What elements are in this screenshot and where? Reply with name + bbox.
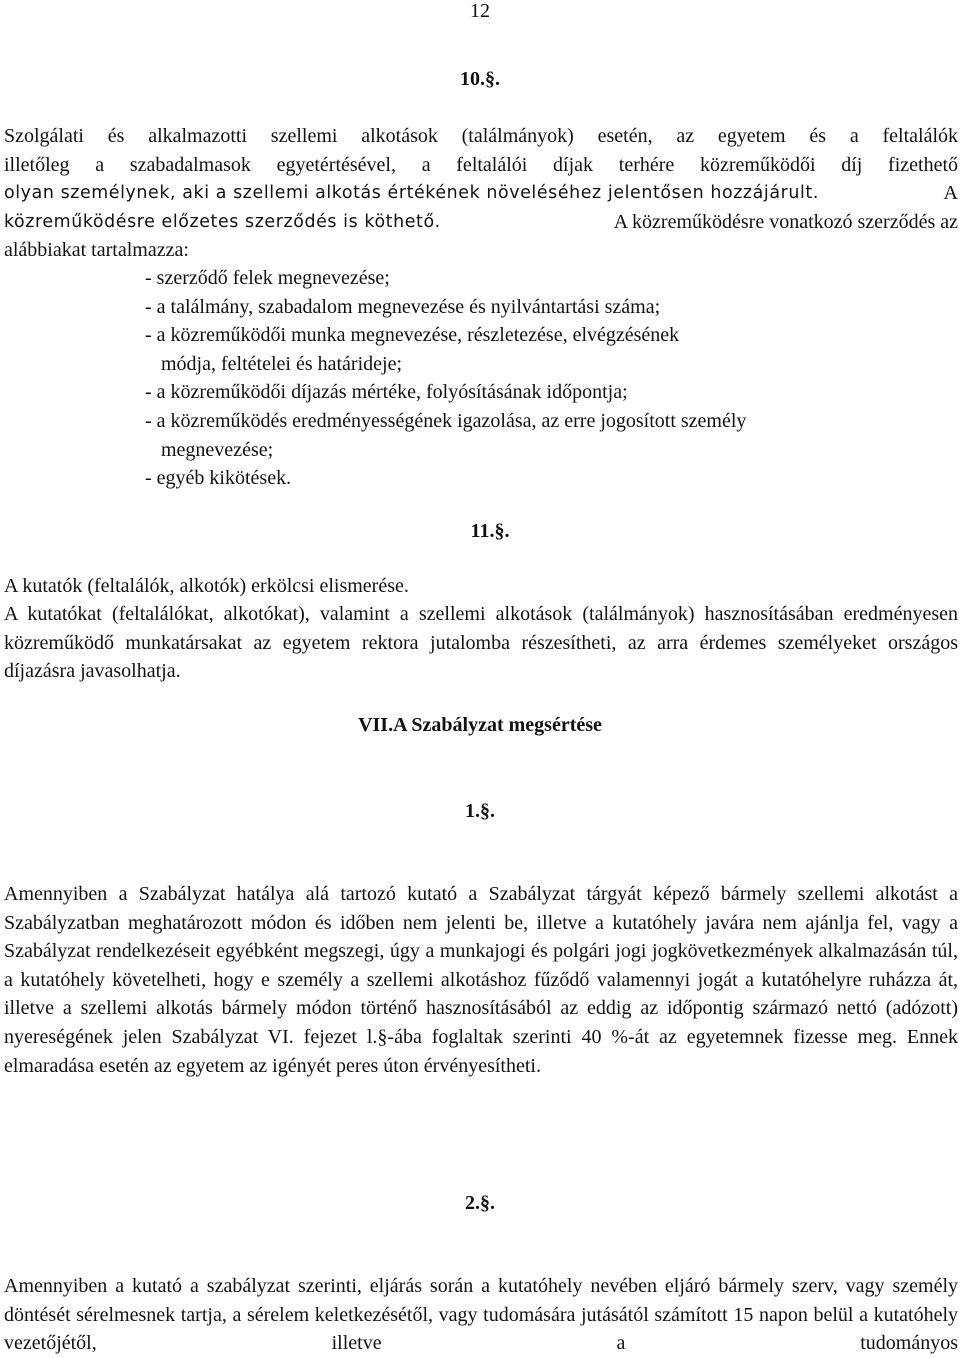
list-item: megnevezése; <box>161 438 274 461</box>
page-number: 12 <box>470 0 490 22</box>
s10-line-3-end: A <box>943 182 958 205</box>
s10-line-4 <box>4 208 958 237</box>
section-1-heading: 1.§. <box>465 800 495 822</box>
s10-line-4-sans: közreműködésre előzetes szerződés is köthető. <box>4 211 441 232</box>
s10-line-1: Szolgálati és alkalmazotti szellemi alkotások (találmányok) esetén, az egyetem és a feltalálók <box>4 125 958 147</box>
section-2-heading: 2.§. <box>465 1192 495 1214</box>
list-item: - a közreműködői munka megnevezése, részletezése, elvégzésének <box>145 324 680 347</box>
s10-line-3 <box>4 179 958 208</box>
section-11-heading: 11.§. <box>470 520 510 542</box>
section-10-paragraph <box>4 122 958 265</box>
section-10-list <box>145 264 955 493</box>
list-item: - a találmány, szabadalom megnevezése és nyilvántartási száma; <box>145 295 661 318</box>
s10-line-3-sans: olyan személynek, aki a szellemi alkotás értékének növeléséhez jelentősen hozzájárult. <box>4 183 819 204</box>
list-item: - egyéb kikötések. <box>145 467 292 490</box>
list-item: módja, feltételei és határideje; <box>161 352 402 375</box>
list-item: - a közreműködői díjazás mértéke, folyósításának időpontja; <box>145 381 628 404</box>
list-item: - a közreműködés eredményességének igazolása, az erre jogosított személy <box>145 409 747 432</box>
section-2-paragraph: Amennyiben a kutató a szabályzat szerinti, eljárás során a kutatóhely nevében eljáró bármely szerv, vagy személy döntését sérelmesnek tartja, a sérelem keletkezésétől, vagy tudomására jutásától számított 15 napon belül a kutatóhely vezetőjétől, illetve a tudományos <box>4 1275 958 1355</box>
s10-line-4-end: A közreműködésre vonatkozó szerződés az <box>613 210 958 233</box>
section-11-title: A kutatók (feltalálók, alkotók) erkölcsi elismerése. <box>4 575 409 597</box>
section-1-paragraph: Amennyiben a Szabályzat hatálya alá tartozó kutató a Szabályzat tárgyát képező bármely szellemi alkotást a Szabályzatban meghatározott módon és időben nem jelenti be, illetve a kutatóhely javára nem ajánlja fel, vagy a Szabályzat rendelkezéseit egyébként megszegi, úgy a munkajogi és polgári jogi jogkövetkezmények alkalmazásán túl, a kutatóhely követelheti, hogy e személy a szellemi alkotáshoz fűződő valamennyi jogát a kutatóhelyre ruházza át, illetve a szellemi alkotás bármely módon történő hasznosításából az eddig az időpontig származó nettó (adózott) nyereségének jelen Szabályzat VI. fejezet l.§-ába foglaltak szerinti 40 %-át az egyetemnek fizesse meg. Ennek elmaradása esetén az egyetem az igényét peres úton érvényesítheti. <box>4 883 958 1077</box>
list-item: - szerződő felek megnevezése; <box>145 267 390 289</box>
chapter-title: VII.A Szabályzat megsértése <box>358 714 602 736</box>
section-10-heading: 10.§. <box>460 68 500 90</box>
s10-line-2: illetőleg a szabadalmasok egyetértésével, a feltalálói díjak terhére közreműködői díj fizethető <box>4 153 958 176</box>
section-11-paragraph: A kutatókat (feltalálókat, alkotókat), valamint a szellemi alkotások (találmányok) hasznosításában eredményesen közreműködő munkatársakat az egyetem rektora jutalomba részesítheti, az arra érdemes személyeket országos díjazásra javasolhatja. <box>4 603 958 683</box>
s10-line-5: alábbiakat tartalmazza: <box>4 239 189 262</box>
